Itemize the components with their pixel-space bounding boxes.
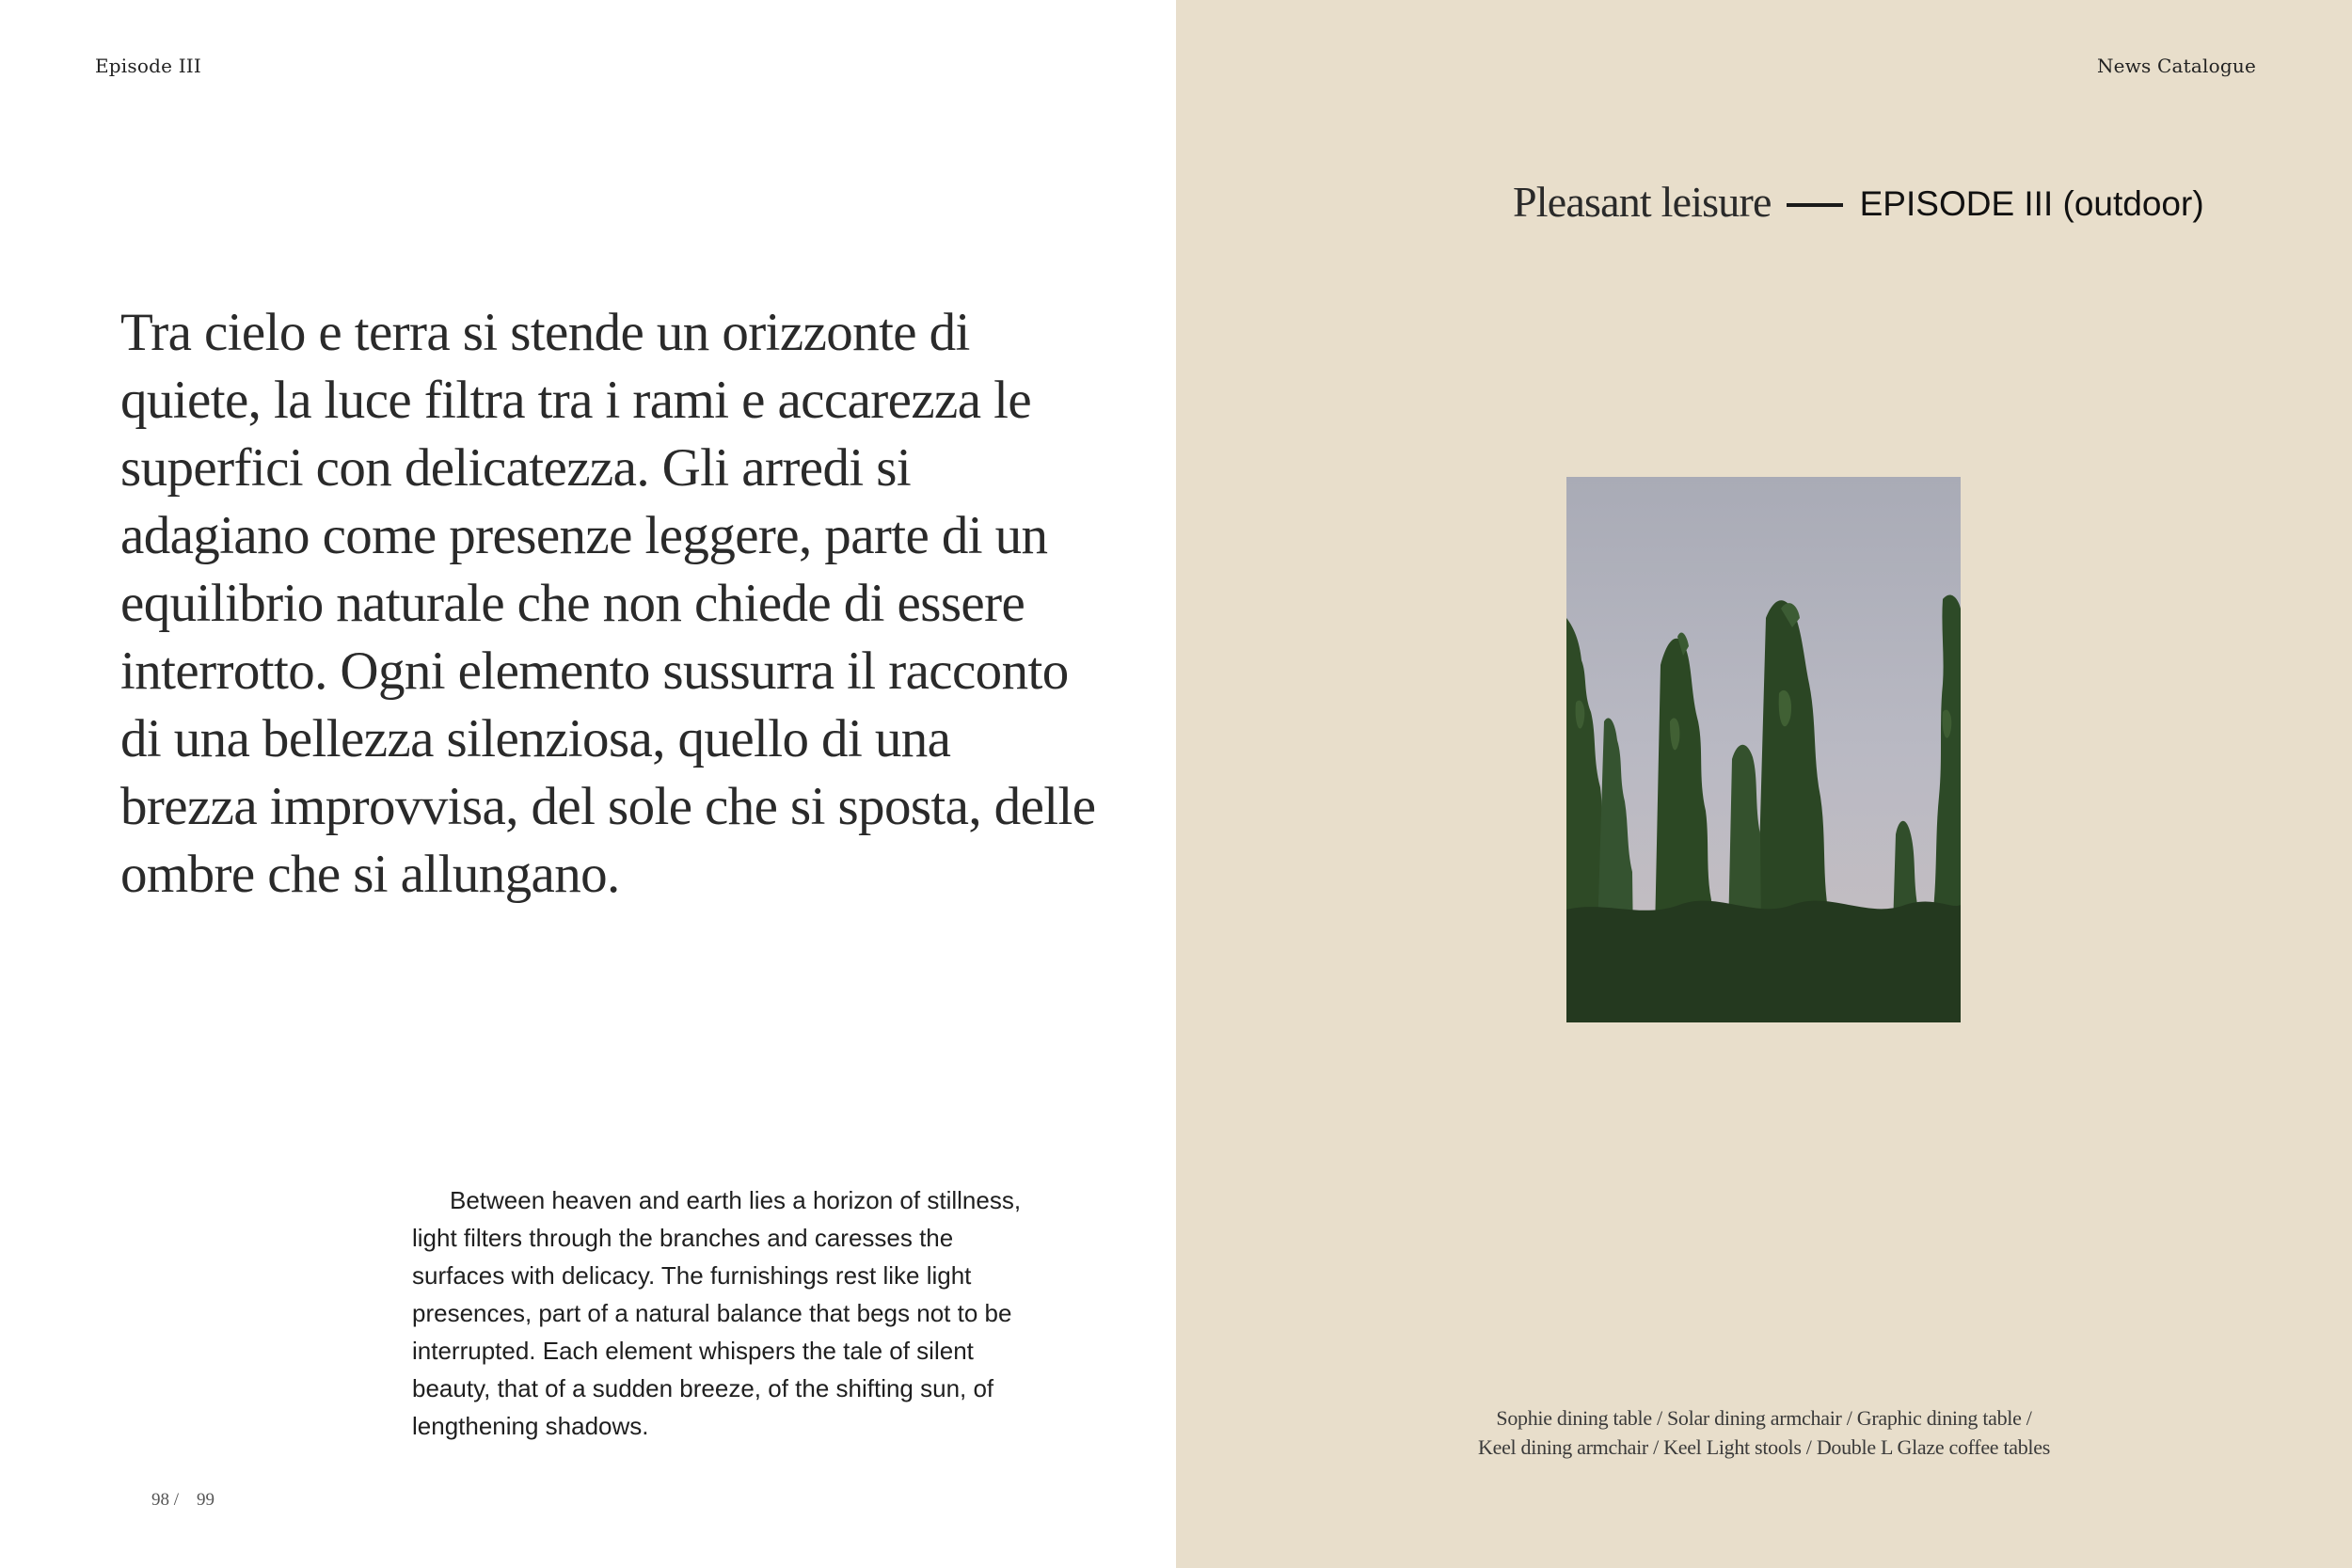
english-body-text: Between heaven and earth lies a horizon of stillness, light filters through the branches and caresses the surfaces with delicacy. The furnishings rest like light presences, part of a natural balance that begs not to be interrupted. Each element whispers the tale of silent beauty, that of a sudden breeze, of the shifting sun, of lengthening shadows. [412, 1186, 1022, 1440]
running-head-right: News Catalogue [2096, 55, 2256, 77]
caption-line: Keel dining armchair / Keel Light stools / Double L Glaze coffee tables [1478, 1435, 2050, 1459]
italian-body-text: Tra cielo e terra si stende un orizzonte di quiete, la luce filtra tra i rami e accarezza le superfici con delicatezza. Gli arredi si adagiano come presenze leggere, parte di un equilibrio naturale che non chiede di essere interrotto. Ogni elemento sussurra il racconto di una bellezza silenziosa, quello di una brezza improvvisa, del sole che si sposta, delle ombre che si allungano. [120, 303, 1096, 904]
episode-title [1513, 171, 2204, 231]
right-page [1176, 0, 2352, 1568]
title-sans: EPISODE III (outdoor) [1859, 184, 2204, 223]
poplar-trees-illustration [1566, 477, 1961, 1022]
poplar-trees-photo [1566, 477, 1961, 1022]
title-serif: Pleasant leisure [1513, 177, 1772, 226]
running-head-left: Episode III [95, 55, 202, 77]
page-numbers: 98 / 99 [151, 1490, 215, 1510]
caption-line: Sophie dining table / Solar dining armchair / Graphic dining table / [1496, 1406, 2032, 1430]
product-caption [1364, 1403, 2164, 1462]
title-dash [1787, 203, 1843, 207]
